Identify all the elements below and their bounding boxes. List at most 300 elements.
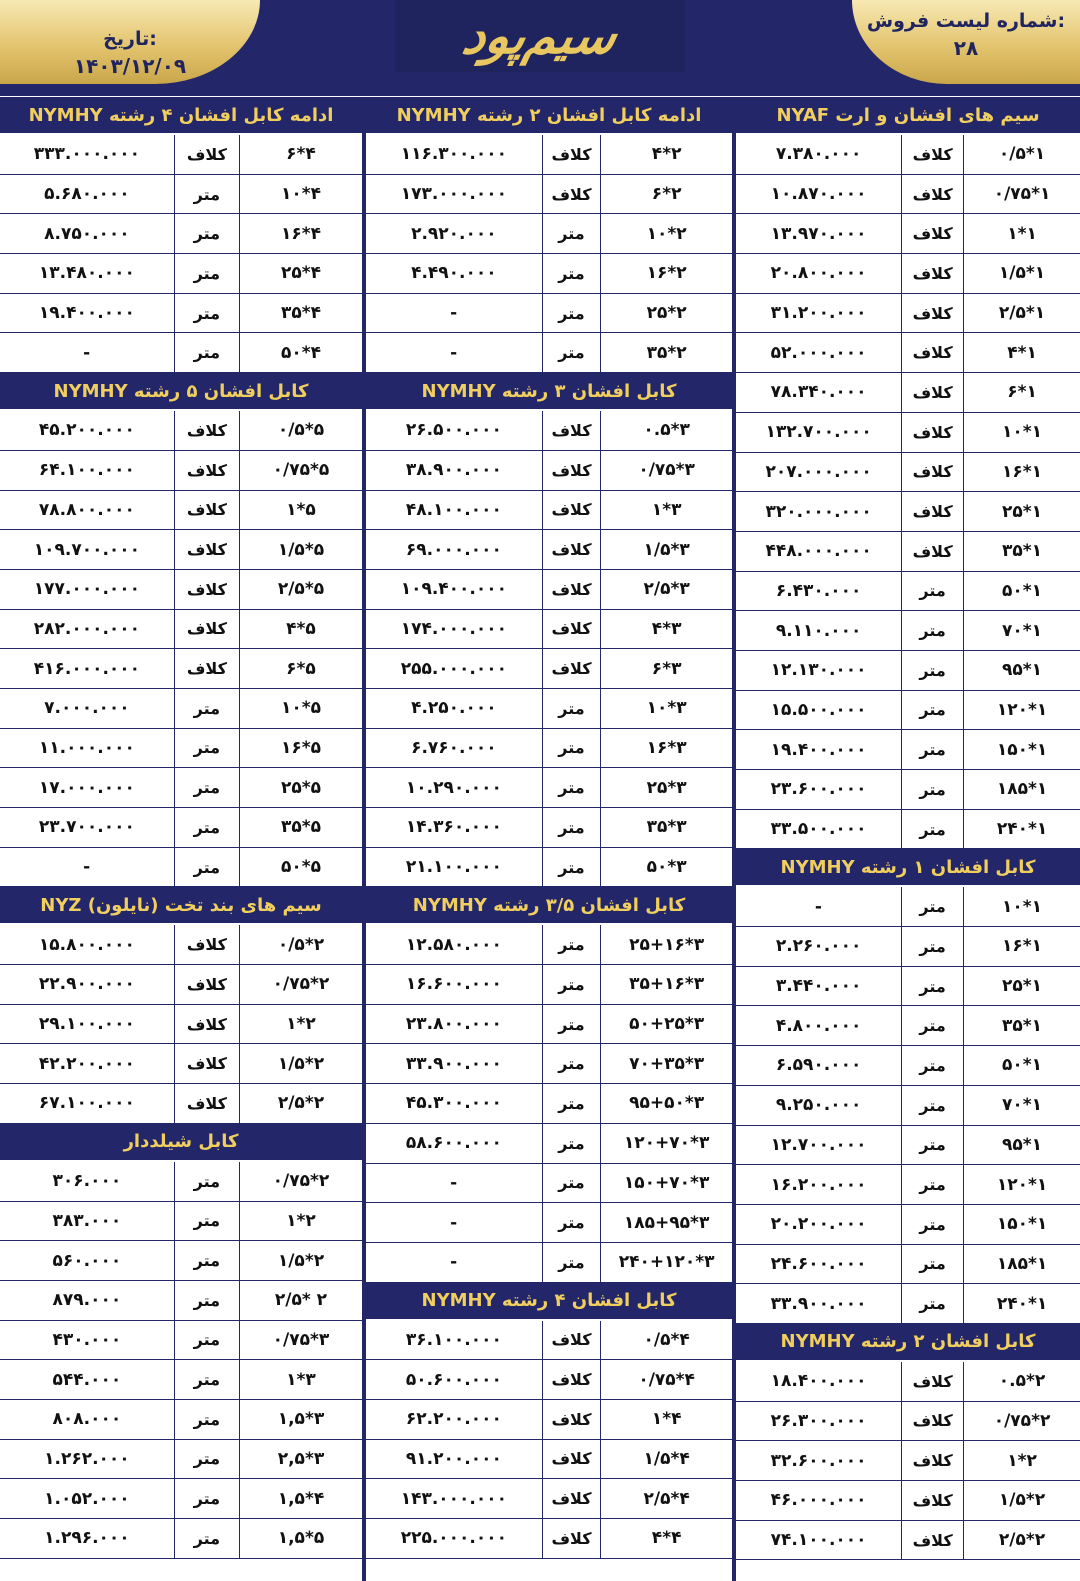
unit-cell: متر bbox=[174, 1241, 239, 1280]
price-cell: ۲۶.۳۰۰.۰۰۰ bbox=[770, 1410, 867, 1431]
size-cell: ۲*۱۶ bbox=[600, 254, 732, 293]
size-cell: ۱*۱۶ bbox=[963, 453, 1080, 492]
size-cell: ۲*۱۰ bbox=[600, 214, 732, 253]
table-row bbox=[0, 491, 362, 531]
size-cell: ۱*۰/۷۵ bbox=[963, 175, 1080, 214]
price-cell: ۲۱.۱۰۰.۰۰۰ bbox=[405, 857, 502, 878]
section-title: سیم های بند تخت (نایلون) NYZ bbox=[0, 887, 362, 925]
table-row bbox=[736, 333, 1080, 373]
table-row bbox=[736, 1205, 1080, 1245]
price-cell: ۱۲.۷۰۰.۰۰۰ bbox=[770, 1134, 867, 1155]
price-cell: ۲۲.۹۰۰.۰۰۰ bbox=[38, 974, 135, 995]
table-row bbox=[366, 689, 732, 729]
table-row bbox=[736, 1521, 1080, 1561]
size-cell: ۲*۶ bbox=[600, 175, 732, 214]
price-cell: ۳۸.۹۰۰.۰۰۰ bbox=[405, 460, 502, 481]
size-cell: ۴*۴ bbox=[600, 1519, 732, 1558]
date-label: تاریخ: bbox=[103, 28, 157, 50]
size-cell: ۴*۰/۵ bbox=[600, 1321, 732, 1360]
size-cell: ۳*۱۶ bbox=[600, 729, 732, 768]
unit-cell: متر bbox=[901, 611, 963, 650]
table-row bbox=[736, 1165, 1080, 1205]
table-row bbox=[736, 572, 1080, 612]
table-row bbox=[366, 294, 732, 334]
price-cell: ۴۴۸.۰۰۰.۰۰۰ bbox=[765, 541, 872, 562]
table-row bbox=[736, 1402, 1080, 1442]
unit-cell: متر bbox=[174, 175, 239, 214]
table-row bbox=[366, 1479, 732, 1519]
brand-logo-text: سیم‌پود bbox=[457, 7, 623, 65]
unit-cell: کلاف bbox=[174, 1044, 239, 1083]
price-cell: ۱۴۳.۰۰۰.۰۰۰ bbox=[400, 1488, 508, 1509]
price-cell: ۲۶.۵۰۰.۰۰۰ bbox=[405, 420, 502, 441]
date-value: ۱۴۰۳/۱۲/۰۹ bbox=[73, 54, 187, 78]
list-number: ۲۸ bbox=[953, 36, 979, 60]
price-cell: - bbox=[450, 1212, 458, 1233]
unit-cell: متر bbox=[542, 729, 601, 768]
table-row bbox=[366, 1084, 732, 1124]
size-cell: ۴*۲/۵ bbox=[600, 1479, 732, 1518]
table-row bbox=[736, 611, 1080, 651]
unit-cell: کلاف bbox=[901, 373, 963, 412]
price-cell: - bbox=[450, 303, 458, 324]
table-row bbox=[736, 1086, 1080, 1126]
table-row bbox=[0, 214, 362, 254]
price-cell: ۱۹.۴۰۰.۰۰۰ bbox=[38, 303, 135, 324]
size-cell: ۵*۵۰ bbox=[239, 848, 362, 887]
size-cell: ۳*۱۰ bbox=[600, 689, 732, 728]
price-cell: ۱۱۶.۳۰۰.۰۰۰ bbox=[400, 144, 508, 165]
size-cell: ۵*۶ bbox=[239, 649, 362, 688]
table-row bbox=[0, 333, 362, 373]
table-row bbox=[366, 1164, 732, 1204]
unit-cell: متر bbox=[901, 1245, 963, 1284]
size-cell: ۳*۳۵+۱۶ bbox=[600, 965, 732, 1004]
price-cell: ۷۸.۳۴۰.۰۰۰ bbox=[770, 382, 867, 403]
table-row bbox=[0, 411, 362, 451]
unit-cell: متر bbox=[901, 1006, 963, 1045]
unit-cell: کلاف bbox=[174, 135, 239, 174]
size-cell: ۲*۰/۷۵ bbox=[239, 965, 362, 1004]
table-row bbox=[0, 848, 362, 888]
table-row bbox=[736, 1006, 1080, 1046]
size-cell: ۱*۲۴۰ bbox=[963, 1284, 1080, 1323]
table-row bbox=[0, 1400, 362, 1440]
unit-cell: متر bbox=[174, 1479, 239, 1518]
size-cell: ۲*۱ bbox=[239, 1005, 362, 1044]
size-cell: ۱*۱/۵ bbox=[963, 254, 1080, 293]
table-row bbox=[736, 691, 1080, 731]
price-cell: ۲۹.۱۰۰.۰۰۰ bbox=[38, 1014, 135, 1035]
table-row bbox=[0, 530, 362, 570]
size-cell: ۲*۲/۵ bbox=[963, 1521, 1080, 1560]
size-cell: ۱*۱۸۵ bbox=[963, 1245, 1080, 1284]
price-cell: ۴۲.۲۰۰.۰۰۰ bbox=[38, 1053, 135, 1074]
table-row bbox=[366, 1519, 732, 1559]
size-cell: ۱*۲/۵ bbox=[963, 294, 1080, 333]
unit-cell: کلاف bbox=[901, 254, 963, 293]
size-cell: ۱*۵۰ bbox=[963, 1046, 1080, 1085]
price-cell: ۴.۴۹۰.۰۰۰ bbox=[411, 263, 497, 284]
table-row bbox=[736, 373, 1080, 413]
table-row bbox=[0, 1321, 362, 1361]
size-cell: ۴*۱/۵ bbox=[600, 1440, 732, 1479]
price-cell: - bbox=[83, 342, 91, 363]
size-cell: ۱*۱۲۰ bbox=[963, 691, 1080, 730]
unit-cell: متر bbox=[174, 1281, 239, 1320]
price-cell: ۱۲.۵۸۰.۰۰۰ bbox=[405, 934, 502, 955]
size-cell: ۱*۱۰ bbox=[963, 413, 1080, 452]
unit-cell: کلاف bbox=[901, 294, 963, 333]
price-cell: ۱۰.۸۷۰.۰۰۰ bbox=[770, 184, 867, 205]
price-cell: ۶۴.۱۰۰.۰۰۰ bbox=[38, 460, 135, 481]
price-cell: ۲۰.۸۰۰.۰۰۰ bbox=[770, 263, 867, 284]
table-row bbox=[366, 1321, 732, 1361]
table-row bbox=[366, 768, 732, 808]
table-row bbox=[0, 768, 362, 808]
table-row bbox=[366, 1124, 732, 1164]
size-cell: ۳*۵۰+۲۵ bbox=[600, 1005, 732, 1044]
price-column-middle bbox=[366, 97, 732, 1581]
size-cell: ۴*۰/۷۵ bbox=[600, 1360, 732, 1399]
size-cell: ۱*۱۰ bbox=[963, 887, 1080, 926]
size-cell: ۱*۱۵۰ bbox=[963, 730, 1080, 769]
size-cell: ۳*۲۴۰+۱۲۰ bbox=[600, 1243, 732, 1282]
price-cell: - bbox=[450, 1172, 458, 1193]
size-cell: ۵*۱۶ bbox=[239, 729, 362, 768]
size-cell: ۳*۰.۵ bbox=[600, 411, 732, 450]
table-row bbox=[366, 1203, 732, 1243]
price-cell: ۱۳.۴۸۰.۰۰۰ bbox=[38, 263, 135, 284]
price-cell: ۷۴.۱۰۰.۰۰۰ bbox=[770, 1530, 867, 1551]
table-row bbox=[366, 491, 732, 531]
unit-cell: کلاف bbox=[542, 491, 601, 530]
section-title: ادامه کابل افشان ۴ رشته NYMHY bbox=[0, 97, 362, 135]
table-row bbox=[366, 411, 732, 451]
size-cell: ۳*۱/۵ bbox=[600, 530, 732, 569]
price-cell: ۶۷.۱۰۰.۰۰۰ bbox=[38, 1093, 135, 1114]
unit-cell: کلاف bbox=[901, 1402, 963, 1441]
section-title: کابل افشان ۱ رشته NYMHY bbox=[736, 849, 1080, 887]
size-cell: ۲ *۲/۵ bbox=[239, 1281, 362, 1320]
unit-cell: متر bbox=[542, 925, 601, 964]
size-cell: ۲*۳۵ bbox=[600, 333, 732, 372]
price-cell: ۲۴.۶۰۰.۰۰۰ bbox=[770, 1253, 867, 1274]
size-cell: ۲*۱/۵ bbox=[239, 1241, 362, 1280]
size-cell: ۲*۱/۵ bbox=[963, 1481, 1080, 1520]
price-cell: - bbox=[83, 857, 91, 878]
size-cell: ۵*۲۵ bbox=[239, 768, 362, 807]
price-cell: ۱۵.۵۰۰.۰۰۰ bbox=[770, 699, 867, 720]
table-row bbox=[0, 808, 362, 848]
unit-cell: کلاف bbox=[901, 175, 963, 214]
unit-cell: متر bbox=[542, 1005, 601, 1044]
price-cell: ۵.۶۸۰.۰۰۰ bbox=[44, 184, 130, 205]
size-cell: ۲*۱ bbox=[239, 1202, 362, 1241]
size-cell: ۱*۱۸۵ bbox=[963, 770, 1080, 809]
unit-cell: کلاف bbox=[542, 570, 601, 609]
unit-cell: کلاف bbox=[901, 333, 963, 372]
unit-cell: متر bbox=[542, 965, 601, 1004]
unit-cell: متر bbox=[542, 689, 601, 728]
table-row bbox=[736, 770, 1080, 810]
table-row bbox=[736, 453, 1080, 493]
unit-cell: متر bbox=[901, 927, 963, 966]
price-cell: ۷۸.۸۰۰.۰۰۰ bbox=[38, 499, 135, 520]
price-cell: ۲.۹۲۰.۰۰۰ bbox=[411, 223, 497, 244]
unit-cell: کلاف bbox=[901, 1521, 963, 1560]
unit-cell: کلاف bbox=[901, 413, 963, 452]
price-cell: ۷.۳۸۰.۰۰۰ bbox=[775, 144, 862, 165]
size-cell: ۳*۰/۷۵ bbox=[600, 451, 732, 490]
price-cell: ۱.۲۹۶.۰۰۰ bbox=[44, 1528, 130, 1549]
price-cell: ۳۳.۹۰۰.۰۰۰ bbox=[405, 1053, 502, 1074]
unit-cell: کلاف bbox=[542, 649, 601, 688]
price-cell: - bbox=[450, 342, 458, 363]
table-row bbox=[366, 1400, 732, 1440]
table-row bbox=[736, 175, 1080, 215]
size-cell: ۲*۰/۷۵ bbox=[963, 1402, 1080, 1441]
price-cell: ۴۶.۰۰۰.۰۰۰ bbox=[770, 1490, 867, 1511]
table-row bbox=[736, 294, 1080, 334]
size-cell: ۳*۴ bbox=[600, 610, 732, 649]
list-number-badge bbox=[852, 0, 1080, 84]
price-cell: ۵۴۴.۰۰۰ bbox=[52, 1369, 122, 1390]
unit-cell: کلاف bbox=[542, 1321, 601, 1360]
price-cell: ۹.۲۵۰.۰۰۰ bbox=[775, 1095, 862, 1116]
size-cell: ۲*۰/۷۵ bbox=[239, 1162, 362, 1201]
unit-cell: متر bbox=[174, 214, 239, 253]
table-row bbox=[366, 333, 732, 373]
price-cell: ۱۷۳.۰۰۰.۰۰۰ bbox=[400, 184, 508, 205]
unit-cell: کلاف bbox=[174, 411, 239, 450]
price-cell: ۵۶۰.۰۰۰ bbox=[52, 1250, 122, 1271]
table-row bbox=[736, 1126, 1080, 1166]
table-row bbox=[0, 925, 362, 965]
size-cell: ۳*۱,۵ bbox=[239, 1400, 362, 1439]
unit-cell: متر bbox=[901, 810, 963, 849]
brand-logo bbox=[400, 4, 680, 68]
table-row bbox=[0, 610, 362, 650]
size-cell: ۴*۱۶ bbox=[239, 214, 362, 253]
unit-cell: کلاف bbox=[901, 1441, 963, 1480]
price-cell: ۱۷۴.۰۰۰.۰۰۰ bbox=[400, 618, 508, 639]
price-cell: ۲۲۵.۰۰۰.۰۰۰ bbox=[400, 1528, 508, 1549]
section-title: کابل افشان ۲ رشته NYMHY bbox=[736, 1324, 1080, 1362]
unit-cell: کلاف bbox=[174, 925, 239, 964]
table-row bbox=[736, 1481, 1080, 1521]
price-cell: ۳۸۳.۰۰۰ bbox=[52, 1210, 122, 1231]
unit-cell: متر bbox=[174, 1519, 239, 1558]
unit-cell: کلاف bbox=[901, 1362, 963, 1401]
price-cell: ۲۰۷.۰۰۰.۰۰۰ bbox=[765, 461, 872, 482]
price-cell: ۱۳۲.۷۰۰.۰۰۰ bbox=[765, 422, 872, 443]
price-cell: ۴.۲۵۰.۰۰۰ bbox=[411, 698, 497, 719]
table-row bbox=[736, 967, 1080, 1007]
table-row bbox=[366, 925, 732, 965]
unit-cell: متر bbox=[542, 254, 601, 293]
size-cell: ۴*۱۰ bbox=[239, 175, 362, 214]
size-cell: ۱*۷۰ bbox=[963, 611, 1080, 650]
column-divider bbox=[362, 97, 366, 1581]
price-cell: ۱۰۹.۷۰۰.۰۰۰ bbox=[33, 539, 141, 560]
table-row bbox=[736, 730, 1080, 770]
table-row bbox=[736, 1441, 1080, 1481]
unit-cell: متر bbox=[542, 333, 601, 372]
section-title: ادامه کابل افشان ۲ رشته NYMHY bbox=[366, 97, 732, 135]
price-cell: ۶.۴۳۰.۰۰۰ bbox=[775, 580, 862, 601]
size-cell: ۳*۱ bbox=[239, 1360, 362, 1399]
table-row bbox=[736, 413, 1080, 453]
table-row bbox=[736, 1284, 1080, 1324]
price-cell: ۲.۲۶۰.۰۰۰ bbox=[775, 936, 862, 957]
price-cell: ۶۲.۲۰۰.۰۰۰ bbox=[405, 1409, 502, 1430]
section-title: کابل شیلددار bbox=[0, 1124, 362, 1162]
size-cell: ۱*۵۰ bbox=[963, 572, 1080, 611]
table-row bbox=[0, 1479, 362, 1519]
size-cell: ۱*۴ bbox=[963, 333, 1080, 372]
size-cell: ۵*۱ bbox=[239, 491, 362, 530]
size-cell: ۱*۱۲۰ bbox=[963, 1165, 1080, 1204]
size-cell: ۳*۳۵ bbox=[600, 808, 732, 847]
table-row bbox=[366, 1044, 732, 1084]
table-row bbox=[0, 254, 362, 294]
price-cell: ۴۸.۱۰۰.۰۰۰ bbox=[405, 499, 502, 520]
table-row bbox=[0, 570, 362, 610]
unit-cell: کلاف bbox=[174, 451, 239, 490]
size-cell: ۳*۷۰+۳۵ bbox=[600, 1044, 732, 1083]
price-cell: ۵۸.۶۰۰.۰۰۰ bbox=[405, 1133, 502, 1154]
size-cell: ۱*۳۵ bbox=[963, 532, 1080, 571]
unit-cell: متر bbox=[901, 1165, 963, 1204]
table-row bbox=[736, 887, 1080, 927]
size-cell: ۱*۱۶ bbox=[963, 927, 1080, 966]
unit-cell: متر bbox=[174, 848, 239, 887]
table-row bbox=[736, 810, 1080, 850]
column-divider bbox=[732, 97, 736, 1581]
price-cell: ۴۵.۲۰۰.۰۰۰ bbox=[38, 420, 135, 441]
unit-cell: متر bbox=[901, 730, 963, 769]
size-cell: ۳*۲,۵ bbox=[239, 1440, 362, 1479]
size-cell: ۲*۱/۵ bbox=[239, 1044, 362, 1083]
table-row bbox=[736, 1046, 1080, 1086]
table-row bbox=[0, 649, 362, 689]
size-cell: ۳*۱ bbox=[600, 491, 732, 530]
size-cell: ۵*۱۰ bbox=[239, 689, 362, 728]
unit-cell: کلاف bbox=[542, 1400, 601, 1439]
section-title: کابل افشان ۳ رشته NYMHY bbox=[366, 373, 732, 411]
unit-cell: متر bbox=[174, 1202, 239, 1241]
price-cell: ۱۲.۱۳۰.۰۰۰ bbox=[770, 660, 867, 681]
price-cell: ۱۴.۳۶۰.۰۰۰ bbox=[405, 817, 502, 838]
table-row bbox=[0, 1005, 362, 1045]
size-cell: ۱*۱۵۰ bbox=[963, 1205, 1080, 1244]
unit-cell: متر bbox=[174, 1400, 239, 1439]
size-cell: ۱*۹۵ bbox=[963, 1126, 1080, 1165]
table-row bbox=[736, 1245, 1080, 1285]
price-cell: ۳۶.۱۰۰.۰۰۰ bbox=[405, 1329, 502, 1350]
price-cell: ۸۷۹.۰۰۰ bbox=[52, 1290, 122, 1311]
size-cell: ۲*۰.۵ bbox=[963, 1362, 1080, 1401]
unit-cell: متر bbox=[174, 1360, 239, 1399]
unit-cell: کلاف bbox=[174, 570, 239, 609]
unit-cell: متر bbox=[542, 214, 601, 253]
table-row bbox=[0, 1440, 362, 1480]
table-row bbox=[736, 492, 1080, 532]
size-cell: ۲*۰/۵ bbox=[239, 925, 362, 964]
size-cell: ۵*۱,۵ bbox=[239, 1519, 362, 1558]
size-cell: ۳*۰/۷۵ bbox=[239, 1321, 362, 1360]
price-cell: - bbox=[450, 1252, 458, 1273]
table-row bbox=[366, 808, 732, 848]
price-cell: ۳۲.۶۰۰.۰۰۰ bbox=[770, 1450, 867, 1471]
unit-cell: کلاف bbox=[901, 492, 963, 531]
table-row bbox=[366, 254, 732, 294]
price-cell: ۳۱.۲۰۰.۰۰۰ bbox=[770, 303, 867, 324]
price-cell: ۲۵۵.۰۰۰.۰۰۰ bbox=[400, 658, 508, 679]
table-row bbox=[736, 927, 1080, 967]
unit-cell: متر bbox=[174, 808, 239, 847]
table-row bbox=[366, 175, 732, 215]
price-cell: ۳۰۶.۰۰۰ bbox=[52, 1171, 122, 1192]
table-row bbox=[0, 135, 362, 175]
price-cell: ۴۵.۳۰۰.۰۰۰ bbox=[405, 1093, 502, 1114]
unit-cell: متر bbox=[542, 1124, 601, 1163]
size-cell: ۵*۰/۷۵ bbox=[239, 451, 362, 490]
table-row bbox=[366, 214, 732, 254]
unit-cell: کلاف bbox=[174, 610, 239, 649]
unit-cell: متر bbox=[901, 1126, 963, 1165]
size-cell: ۴*۱ bbox=[600, 1400, 732, 1439]
size-cell: ۱*۶ bbox=[963, 373, 1080, 412]
unit-cell: کلاف bbox=[542, 1440, 601, 1479]
unit-cell: کلاف bbox=[174, 1005, 239, 1044]
unit-cell: متر bbox=[174, 254, 239, 293]
price-cell: ۲۸۲.۰۰۰.۰۰۰ bbox=[33, 618, 141, 639]
table-row bbox=[0, 175, 362, 215]
unit-cell: متر bbox=[901, 967, 963, 1006]
size-cell: ۳*۲۵ bbox=[600, 768, 732, 807]
header-bar bbox=[0, 0, 1080, 96]
unit-cell: متر bbox=[542, 1084, 601, 1123]
unit-cell: کلاف bbox=[174, 530, 239, 569]
price-cell: ۱۰.۲۹۰.۰۰۰ bbox=[405, 777, 502, 798]
price-cell: ۱۸.۴۰۰.۰۰۰ bbox=[770, 1371, 867, 1392]
unit-cell: متر bbox=[901, 572, 963, 611]
unit-cell: کلاف bbox=[542, 135, 601, 174]
table-row bbox=[0, 451, 362, 491]
table-row bbox=[736, 651, 1080, 691]
price-cell: ۹.۱۱۰.۰۰۰ bbox=[775, 620, 862, 641]
unit-cell: کلاف bbox=[542, 175, 601, 214]
price-cell: ۱۵.۸۰۰.۰۰۰ bbox=[38, 934, 135, 955]
unit-cell: متر bbox=[174, 1162, 239, 1201]
unit-cell: متر bbox=[901, 691, 963, 730]
size-cell: ۴*۳۵ bbox=[239, 294, 362, 333]
size-cell: ۳*۱۸۵+۹۵ bbox=[600, 1203, 732, 1242]
price-cell: ۱۳.۹۷۰.۰۰۰ bbox=[770, 223, 867, 244]
table-row bbox=[0, 1281, 362, 1321]
table-row bbox=[0, 1202, 362, 1242]
unit-cell: متر bbox=[542, 1203, 601, 1242]
price-cell: ۶.۷۶۰.۰۰۰ bbox=[411, 737, 497, 758]
price-cell: ۹۱.۲۰۰.۰۰۰ bbox=[405, 1448, 502, 1469]
date-badge bbox=[0, 0, 260, 84]
size-cell: ۴*۲۵ bbox=[239, 254, 362, 293]
table-row bbox=[0, 1519, 362, 1559]
price-column-left bbox=[0, 97, 362, 1581]
table-row bbox=[736, 254, 1080, 294]
